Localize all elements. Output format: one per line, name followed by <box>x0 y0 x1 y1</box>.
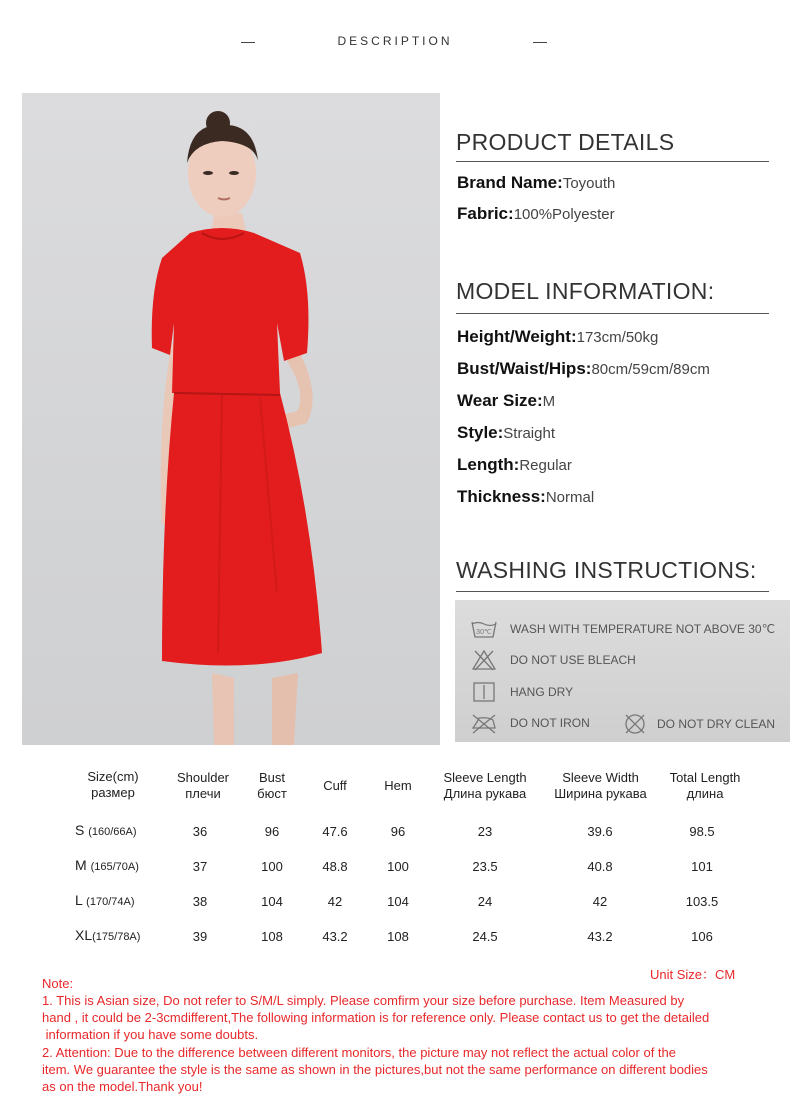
size-letter: S <box>75 822 85 838</box>
header-cuff <box>305 778 365 794</box>
no-dry-clean-text: DO NOT DRY CLEAN <box>657 717 776 731</box>
bust-waist-hips-value: 80cm/59cm/89cm <box>591 361 710 378</box>
table-row-label <box>75 927 140 943</box>
table-cell: 24.5 <box>472 929 498 944</box>
brand-name-label: Brand Name: <box>457 173 563 192</box>
product-details-divider <box>456 161 769 162</box>
table-cell: 100 <box>387 859 409 874</box>
length-value: Regular <box>519 457 572 474</box>
header-sleeve-length-en: Sleeve Length <box>443 770 527 785</box>
header-total-length-en: Total Length <box>669 770 741 785</box>
length-row <box>457 455 572 475</box>
table-cell: 23 <box>477 824 493 839</box>
wear-size-label: Wear Size: <box>457 391 543 410</box>
header-bust-en: Bust <box>258 770 285 785</box>
product-details-title: PRODUCT DETAILS <box>456 129 675 155</box>
table-cell: 104 <box>261 894 283 909</box>
table-cell: 40.8 <box>587 859 613 874</box>
wash-row-dry-clean <box>623 713 775 735</box>
header-size-ru: размер <box>91 785 135 800</box>
table-cell: 43.2 <box>322 929 348 944</box>
note-title: Note: <box>42 976 74 991</box>
header-size-en: Size(cm) <box>87 769 139 784</box>
table-cell: 100 <box>261 859 283 874</box>
wash-30-icon <box>470 618 498 640</box>
size-spec: (160/66A) <box>88 826 137 838</box>
header-shoulder-ru: плечи <box>185 786 221 801</box>
header-sleeve-width <box>543 770 658 802</box>
fabric-row <box>457 204 615 224</box>
fabric-value: 100%Polyester <box>513 206 615 223</box>
header-total-length <box>660 770 750 802</box>
note-line-5: item. We guarantee the style is the same as shown in the pictures,but not the same performance on different bodies <box>42 1062 708 1077</box>
note-line-6: as on the model.Thank you! <box>42 1079 203 1094</box>
table-cell: 38 <box>192 894 208 909</box>
table-row-label <box>75 892 134 908</box>
table-cell: 39.6 <box>587 824 613 839</box>
svg-text:30℃: 30℃ <box>476 629 492 636</box>
table-cell: 42 <box>592 894 608 909</box>
no-dry-clean-icon <box>623 713 647 735</box>
table-cell: 37 <box>192 859 208 874</box>
table-cell: 96 <box>390 824 406 839</box>
wash-temperature-text: WASH WITH TEMPERATURE NOT ABOVE 30℃ <box>510 622 776 636</box>
note-line-3: information if you have some doubts. <box>42 1027 259 1042</box>
header-shoulder-en: Shoulder <box>176 770 230 785</box>
thickness-row <box>457 487 594 507</box>
thickness-value: Normal <box>545 489 595 506</box>
wash-row-temperature <box>470 618 775 640</box>
hang-dry-icon <box>470 681 498 703</box>
table-cell: 43.2 <box>587 929 613 944</box>
note-line-2: hand , it could be 2-3cmdifferent,The following information is for reference only. Please contact us to get the detailed <box>42 1010 710 1025</box>
model-in-red-dress-illustration <box>22 93 440 745</box>
wear-size-row <box>457 391 555 411</box>
header-sleeve-width-ru: Ширина рукава <box>554 786 647 801</box>
model-information-divider <box>456 313 769 314</box>
header-total-length-ru: длина <box>686 786 724 801</box>
washing-instructions-panel <box>455 600 790 742</box>
table-cell: 47.6 <box>322 824 348 839</box>
wash-row-bleach <box>470 649 636 671</box>
header-title: DESCRIPTION <box>337 34 453 48</box>
thickness-label: Thickness: <box>457 487 546 506</box>
table-cell: 36 <box>192 824 208 839</box>
table-cell: 104 <box>387 894 409 909</box>
size-spec: (175/78A) <box>92 931 141 943</box>
header-cuff-en: Cuff <box>323 778 347 793</box>
header-sleeve-width-en: Sleeve Width <box>562 770 639 785</box>
height-weight-label: Height/Weight: <box>457 327 577 346</box>
header-size <box>68 769 158 801</box>
brand-name-row <box>457 173 615 193</box>
no-iron-text: DO NOT IRON <box>510 716 590 730</box>
style-value: Straight <box>503 425 555 442</box>
table-cell: 108 <box>387 929 409 944</box>
table-row-label <box>75 857 139 873</box>
no-bleach-icon <box>470 649 498 671</box>
table-cell: 98.5 <box>689 824 715 839</box>
length-label: Length: <box>457 455 520 474</box>
size-letter: M <box>75 857 87 873</box>
fabric-label: Fabric: <box>457 204 514 223</box>
bust-waist-hips-row <box>457 359 710 379</box>
no-iron-icon <box>470 712 498 734</box>
header-dash-left <box>241 42 255 43</box>
note-line-1: 1. This is Asian size, Do not refer to S/M/L simply. Please comfirm your size before purchase. Item Measured by <box>42 993 685 1008</box>
size-spec: (170/74A) <box>86 896 135 908</box>
table-cell: 24 <box>477 894 493 909</box>
height-weight-value: 173cm/50kg <box>576 329 659 346</box>
wear-size-value: M <box>542 393 556 410</box>
style-row <box>457 423 555 443</box>
hang-dry-text: HANG DRY <box>510 685 574 699</box>
wash-row-iron <box>470 712 590 734</box>
size-letter: L <box>75 892 83 908</box>
washing-instructions-divider <box>456 591 769 592</box>
table-cell: 106 <box>691 929 713 944</box>
style-label: Style: <box>457 423 504 442</box>
table-cell: 39 <box>192 929 208 944</box>
table-cell: 103.5 <box>685 894 719 909</box>
description-header <box>0 30 790 54</box>
header-sleeve-length-ru: Длина рукава <box>443 786 527 801</box>
table-cell: 101 <box>691 859 713 874</box>
header-dash-right <box>533 42 547 43</box>
table-cell: 48.8 <box>322 859 348 874</box>
header-shoulder <box>163 770 243 802</box>
no-bleach-text: DO NOT USE BLEACH <box>510 653 636 667</box>
wash-row-hang-dry <box>470 681 573 703</box>
table-cell: 96 <box>264 824 280 839</box>
header-sleeve-length <box>430 770 540 802</box>
table-cell: 108 <box>261 929 283 944</box>
size-spec: (165/70A) <box>90 861 139 873</box>
washing-instructions-title: WASHING INSTRUCTIONS: <box>456 557 757 583</box>
note-line-4: 2. Attention: Due to the difference between different monitors, the picture may not reflect the actual color of the <box>42 1045 677 1060</box>
table-cell: 42 <box>327 894 343 909</box>
product-photo <box>22 93 440 745</box>
height-weight-row <box>457 327 658 347</box>
header-hem-en: Hem <box>384 778 412 793</box>
unit-size-label: Unit Size：CM <box>650 967 736 982</box>
header-bust <box>242 770 302 802</box>
brand-name-value: Toyouth <box>562 175 616 192</box>
model-information-title: MODEL INFORMATION: <box>456 278 715 304</box>
size-letter: XL <box>75 927 93 943</box>
table-row-label <box>75 822 137 838</box>
header-bust-ru: бюст <box>257 786 287 801</box>
bust-waist-hips-label: Bust/Waist/Hips: <box>457 359 592 378</box>
header-hem <box>368 778 428 794</box>
table-cell: 23.5 <box>472 859 498 874</box>
